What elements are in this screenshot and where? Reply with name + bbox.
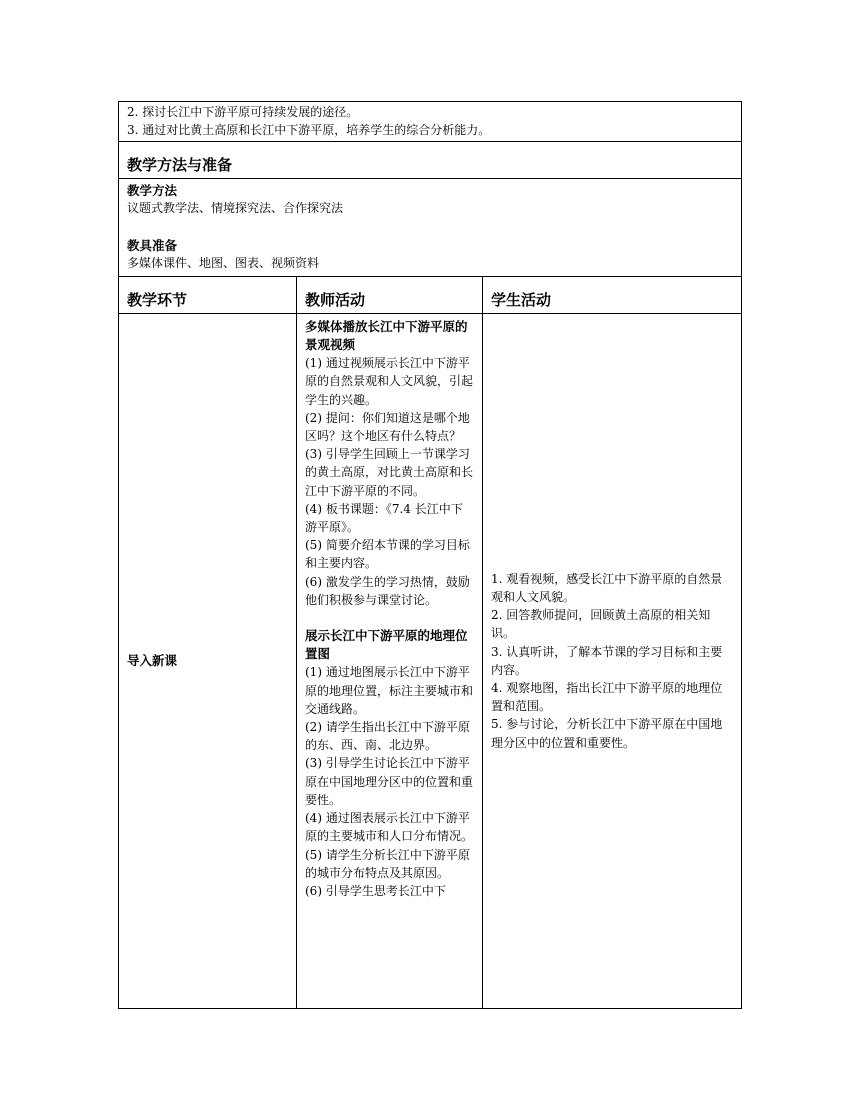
header-student: 学生活动 (483, 276, 742, 313)
objective-item: 3. 通过对比黄土高原和长江中下游平原，培养学生的综合分析能力。 (127, 123, 491, 138)
methods-content-cell (119, 179, 742, 276)
methods-heading-row (119, 142, 742, 179)
tools-text: 多媒体课件、地图、图表、视频资料 (127, 255, 320, 270)
student-step: 1. 观看视频，感受长江中下游平原的自然景观和人文风貌。 (491, 571, 723, 604)
stage-name: 导入新课 (119, 313, 297, 1008)
spacer (305, 609, 474, 627)
teacher-step: (5) 简要介绍本节课的学习目标和主要内容。 (305, 538, 470, 571)
teacher-step: (2) 请学生指出长江中下游平原的东、西、南、北边界。 (305, 720, 470, 753)
student-step: 5. 参与讨论，分析长江中下游平原在中国地理分区中的位置和重要性。 (491, 717, 723, 750)
objectives-continuation-cell (119, 102, 742, 142)
methods-heading: 教学方法与准备 (119, 142, 742, 179)
teacher-block-title: 多媒体播放长江中下游平原的景观视频 (305, 318, 468, 353)
lesson-plan-page (118, 101, 741, 1009)
objectives-continuation-row (119, 102, 742, 142)
teacher-step: (3) 引导学生讨论长江中下游平原在中国地理分区中的位置和重要性。 (305, 756, 474, 807)
method-text: 议题式教学法、情境探究法、合作探究法 (127, 201, 344, 216)
teacher-step: (1) 通过地图展示长江中下游平原的地理位置，标注主要城市和交通线路。 (305, 665, 474, 716)
teacher-block-title: 展示长江中下游平原的地理位置图 (305, 628, 468, 662)
lesson-plan-table (118, 101, 742, 1009)
method-label: 教学方法 (127, 183, 178, 199)
student-step: 3. 认真听讲，了解本节课的学习目标和主要内容。 (491, 644, 723, 677)
student-step: 4. 观察地图，指出长江中下游平原的地理位置和范围。 (491, 681, 723, 714)
teacher-step: (6) 引导学生思考长江中下 (305, 883, 446, 898)
teacher-step: (5) 请学生分析长江中下游平原的城市分布特点及其原因。 (305, 847, 470, 880)
teacher-step: (2) 提问：你们知道这是哪个地区吗？这个地区有什么特点？ (305, 410, 470, 444)
spacer (127, 218, 733, 237)
tools-label: 教具准备 (127, 237, 178, 253)
methods-content-row (119, 179, 742, 276)
header-stage: 教学环节 (119, 276, 297, 313)
column-header-row (119, 276, 742, 313)
teacher-step: (4) 板书课题：《7.4 长江中下游平原》。 (305, 501, 463, 535)
teacher-step: (6) 激发学生的学习热情，鼓励他们积极参与课堂讨论。 (305, 574, 470, 607)
stage-row-intro (119, 313, 742, 1008)
header-teacher: 教师活动 (297, 276, 483, 313)
objective-item: 2. 探讨长江中下游平原可持续发展的途径。 (127, 105, 359, 119)
teacher-step: (1) 通过视频展示长江中下游平原的自然景观和人文风貌，引起学生的兴趣。 (305, 356, 474, 407)
student-step: 2. 回答教师提问，回顾黄土高原的相关知识。 (491, 608, 711, 641)
teacher-step: (4) 通过图表展示长江中下游平原的主要城市和人口分布情况。 (305, 811, 474, 844)
teacher-activity-cell (297, 313, 483, 1008)
teacher-step: (3) 引导学生回顾上一节课学习的黄土高原，对比黄土高原和长江中下游平原的不同。 (305, 447, 474, 498)
student-activity-cell (483, 313, 742, 1008)
